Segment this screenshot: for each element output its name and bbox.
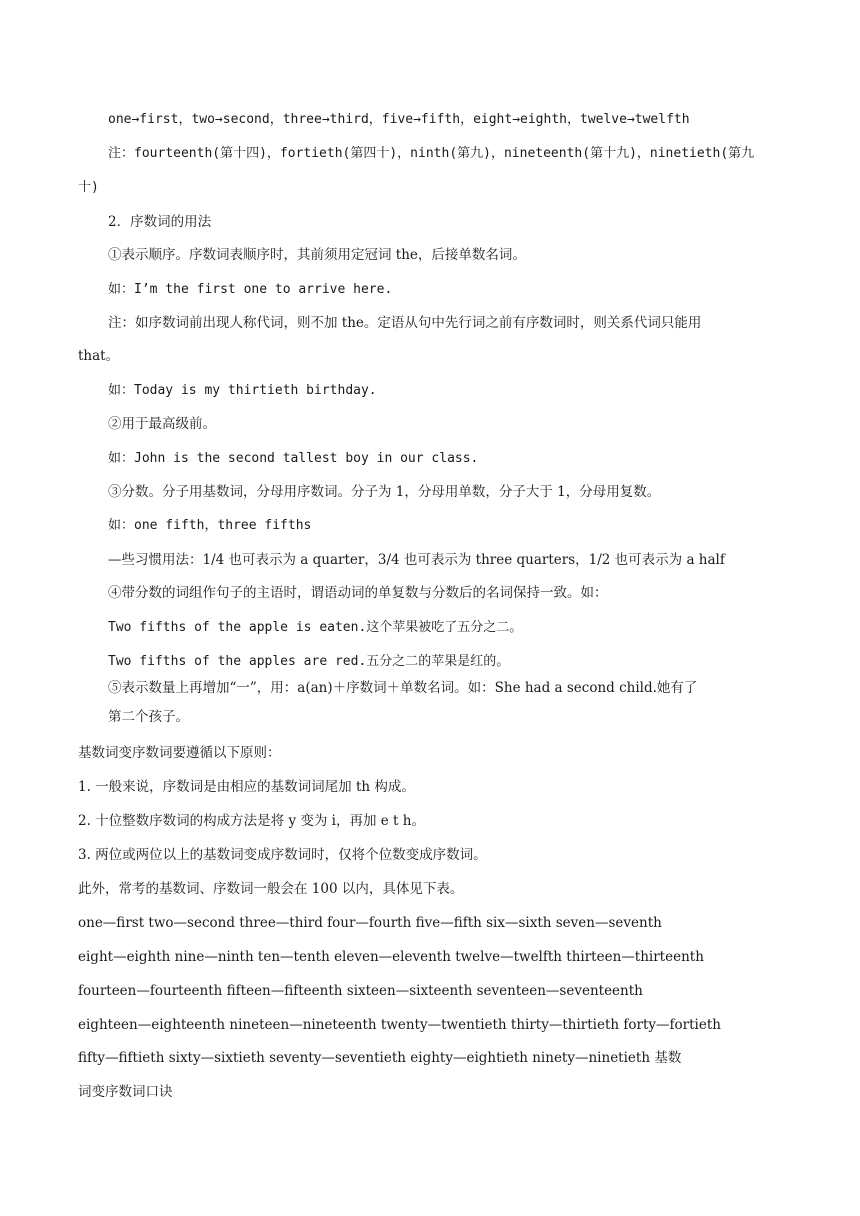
word-list-line: fourteen—fourteenth fifteen—fifteenth sixteen—sixteenth seventeen—seventeenth — [78, 983, 643, 999]
text-line: 注：如序数词前出现人称代词，则不加 the。定语从句中先行词之前有序数词时，则关系代词只能用 — [108, 315, 702, 331]
word-list-line: fifty—fiftieth sixty—sixtieth seventy—seventieth eighty—eightieth ninety—ninetieth 基数 — [78, 1050, 682, 1066]
example-line: 如：I’m the first one to arrive here. — [108, 282, 393, 297]
section-heading: 基数词变序数词要遵循以下原则： — [78, 745, 281, 761]
text-line: that。 — [78, 348, 120, 364]
text-line: 此外，常考的基数词、序数词一般会在 100 以内，具体见下表。 — [78, 881, 464, 897]
text-line: 注：fourteenth(第十四)，fortieth(第四十)，ninth(第九)，nineteenth(第十九)，ninetieth(第九 — [108, 146, 755, 161]
example-line: 如：Today is my thirtieth birthday. — [108, 383, 377, 398]
example-line: 如：John is the second tallest boy in our class. — [108, 451, 479, 466]
rule-item: 1. 一般来说，序数词是由相应的基数词词尾加 th 构成。 — [78, 779, 415, 795]
text-line: 词变序数词口诀 — [78, 1084, 173, 1100]
text-line: 第二个孩子。 — [108, 709, 189, 725]
word-list-line: eight—eighth nine—ninth ten—tenth eleven—eleventh twelve—twelfth thirteen—thirteenth — [78, 949, 704, 965]
rule-item: 2. 十位整数序数词的构成方法是将 y 变为 i，再加 e t h。 — [78, 813, 425, 829]
text-line: ①表示顺序。序数词表顺序时，其前须用定冠词 the，后接单数名词。 — [108, 247, 526, 263]
text-line: ②用于最高级前。 — [108, 416, 216, 432]
section-heading: 2．序数词的用法 — [108, 214, 212, 230]
rule-item: 3. 两位或两位以上的基数词变成序数词时，仅将个位数变成序数词。 — [78, 847, 487, 863]
example-line: Two fifths of the apples are red.五分之二的苹果是红的。 — [108, 654, 510, 669]
example-line: Two fifths of the apple is eaten.这个苹果被吃了五分之二。 — [108, 620, 523, 635]
text-line: ③分数。分子用基数词，分母用序数词。分子为 1，分母用单数，分子大于 1，分母用复数。 — [108, 484, 661, 500]
word-list-line: eighteen—eighteenth nineteen—nineteenth twenty—twentieth thirty—thirtieth forty—fortieth — [78, 1017, 721, 1033]
text-line: one→first，two→second，three→third，five→fifth，eight→eighth，twelve→twelfth — [108, 112, 690, 127]
text-line: ⑤表示数量上再增加“一”，用：a(an)＋序数词＋单数名词。如：She had a second child.她有了 — [108, 680, 698, 696]
word-list-line: one—first two—second three—third four—fourth five—fifth six—sixth seven—seventh — [78, 915, 662, 931]
text-line: —些习惯用法：1/4 也可表示为 a quarter，3/4 也可表示为 three quarters，1/2 也可表示为 a half — [108, 552, 725, 568]
example-line: 如：one fifth，three fifths — [108, 518, 312, 533]
text-line: ④带分数的词组作句子的主语时，谓语动词的单复数与分数后的名词保持一致。如： — [108, 585, 608, 601]
text-line: 十) — [78, 180, 99, 195]
